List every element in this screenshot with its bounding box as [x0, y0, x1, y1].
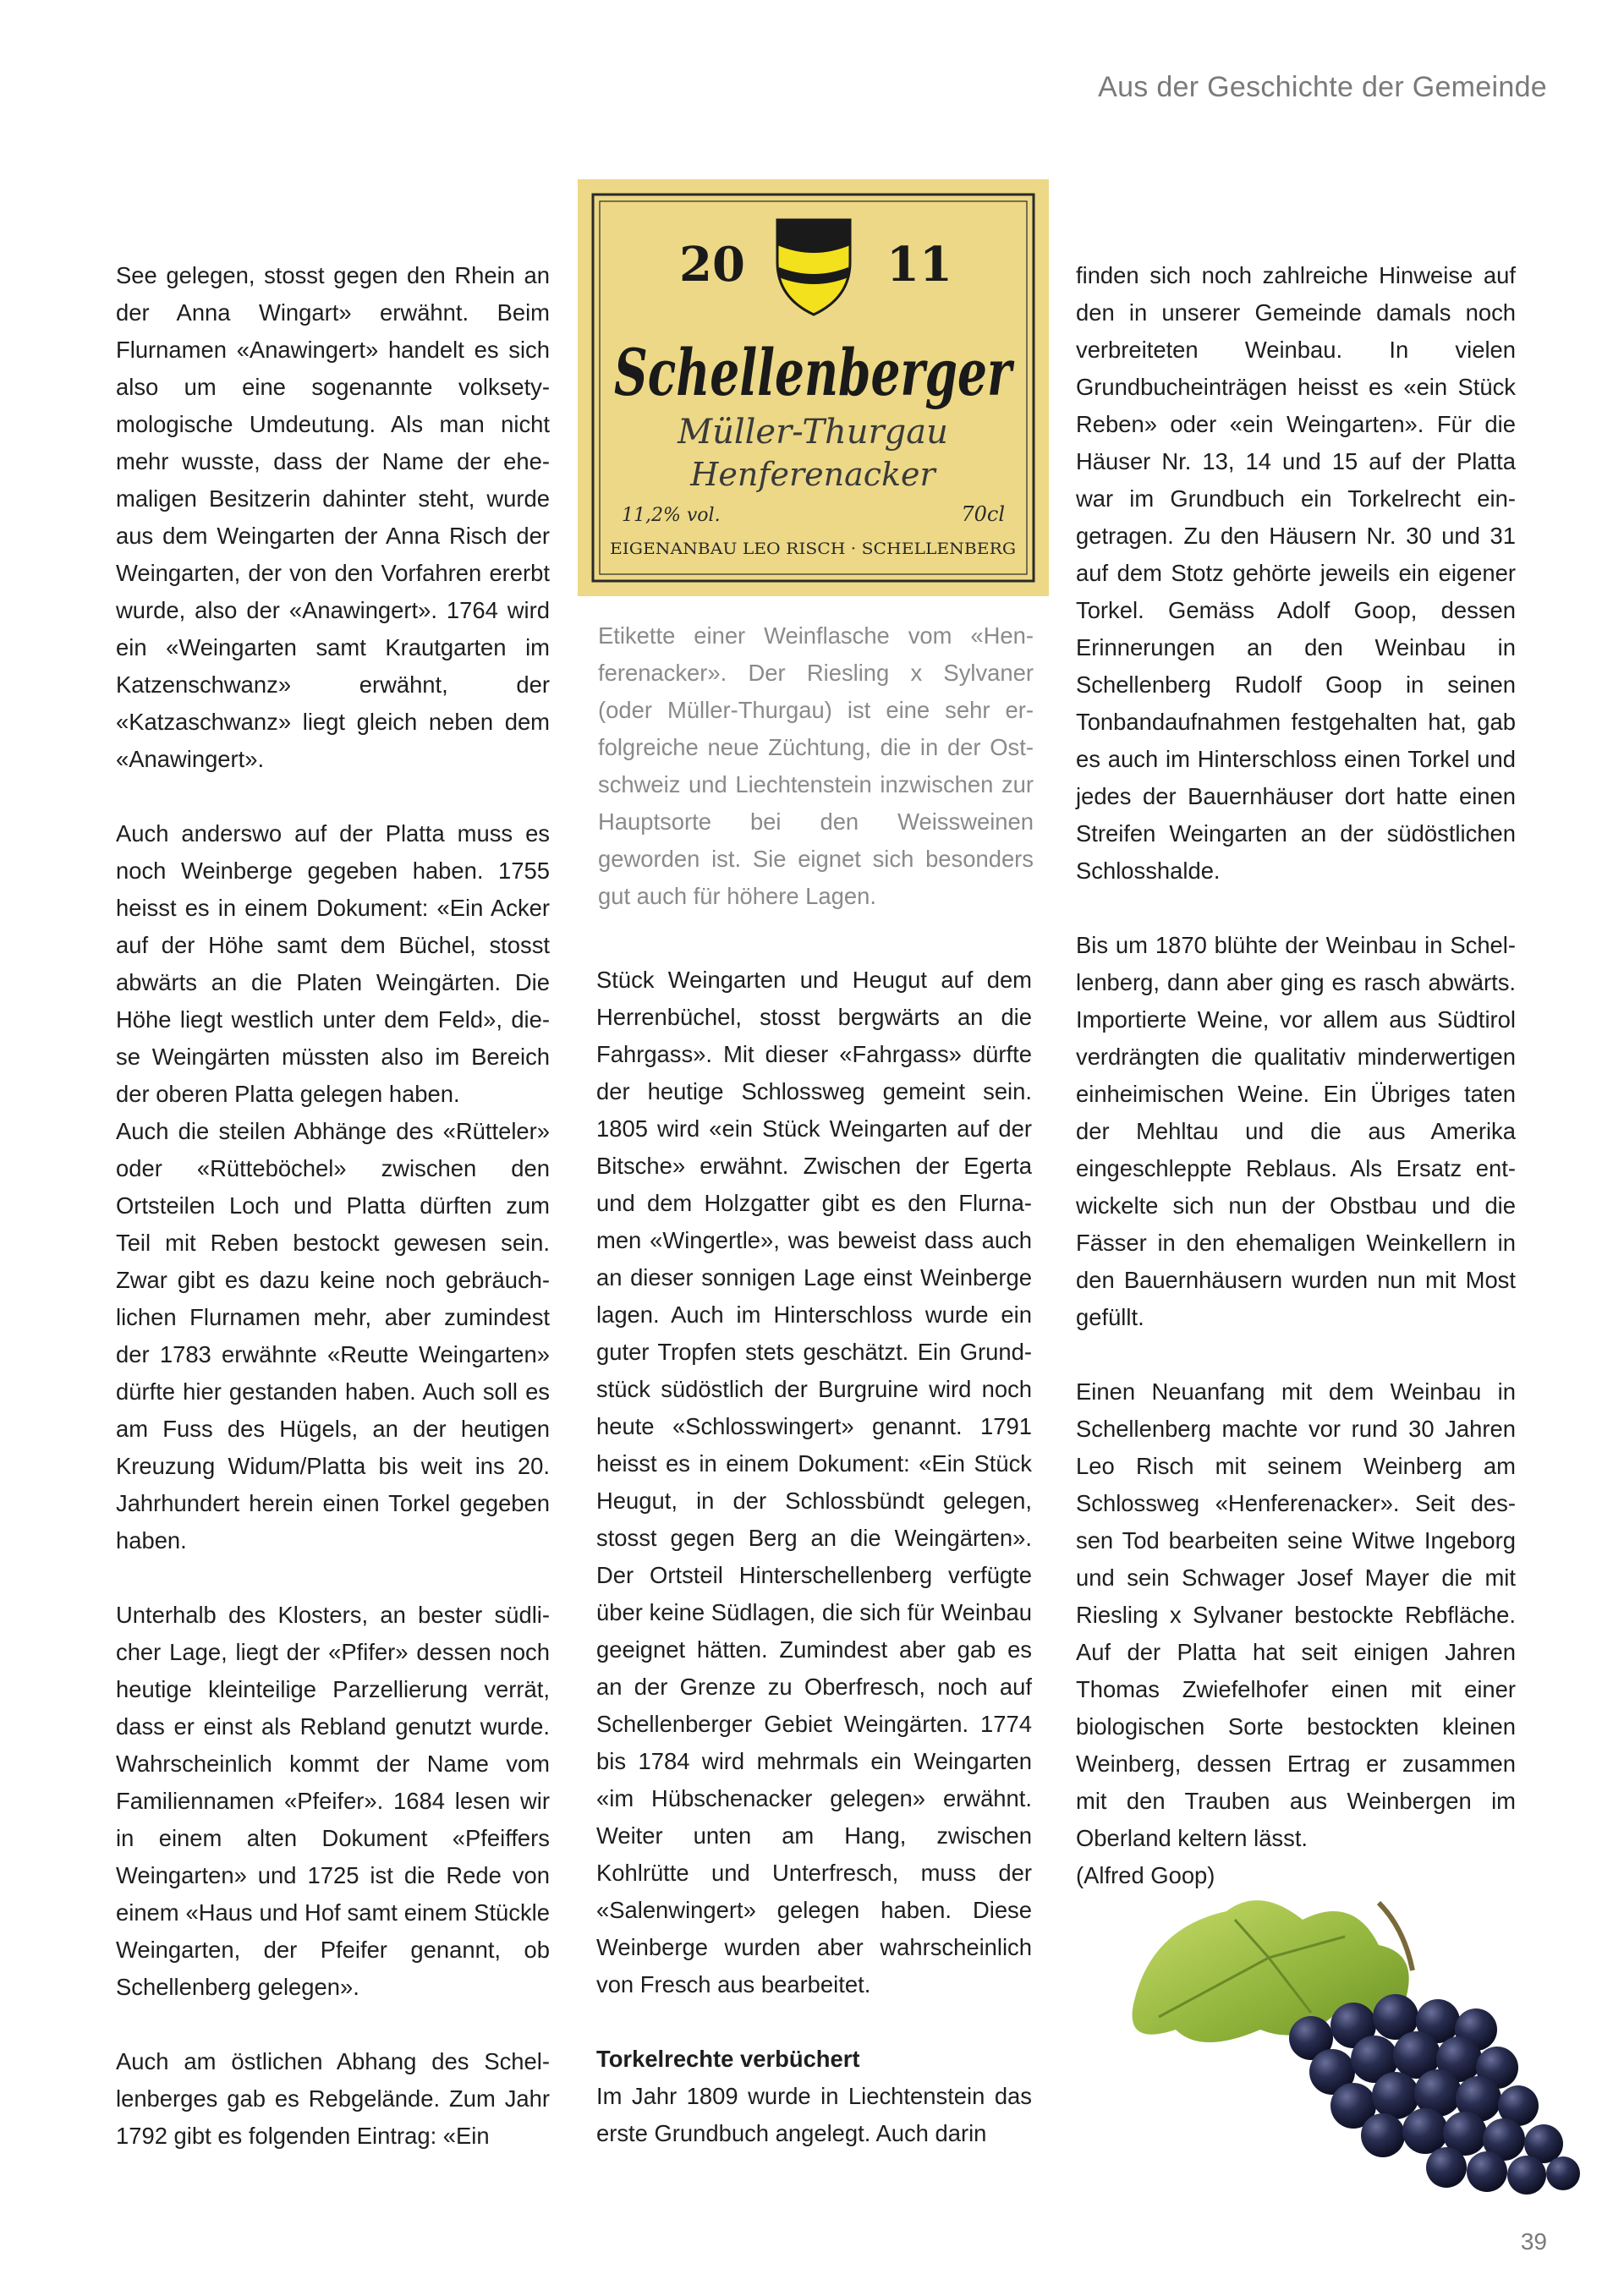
label-year-right: 11: [886, 237, 952, 293]
author-credit: (Alfred Goop): [1076, 1862, 1215, 1888]
label-year-left: 20: [679, 237, 745, 293]
paragraph: Auch am östlichen Abhang des Schellenberges gab es Rebgelände. Zum Jahr 1792 gibt es folgenden Eintrag: «Ein: [116, 2048, 550, 2149]
grapes-illustration: [1100, 1877, 1607, 2207]
running-header: Aus der Geschichte der Gemeinde: [1098, 71, 1547, 103]
paragraph: Stück Weingarten und Heugut auf dem Herrenbüchel, stosst bergwärts an die Fahrgass». Mit dieser «Fahrgass» dürfte der heutige Schlossweg gemeint sein. 1805 wird «ein Stück Weingarten auf der Bitsche» erwähnt. Zwischen der Egerta und dem Holzgatter gibt es den Flurnamen «Wingertle», was beweist dass auch an dieser sonnigen Lage einst Weinberge lagen. Auch im Hinterschloss wurde ein guter Tropfen stets geschätzt. Ein Grundstück südöstlich der Burgruine wird noch heute «Schlosswingert» genannt. 1791 heisst es in einem Dokument: «Ein Stück Heugut, in der Schlossbündt gelegen, stosst gegen Berg an die Weingärten». Der Ortsteil Hinterschellenberg verfügte über keine Südlagen, die sich für Weinbau geeignet hätten. Zumindest aber gab es an der Grenze zu Oberfresch, noch auf Schellenberger Gebiet Weingärten. 1774 bis 1784 wird mehrmals ein Weingarten «im Hübschenacker gelegen» erwähnt. Weiter unten am Hang, zwischen Kohlrütte und Unterfresch, muss der «Salenwingert» gelegen haben. Diese Weinberge wurden aber wahrscheinlich von Fresch aus bearbeitet.: [596, 967, 1032, 1997]
wine-label-image: [578, 179, 1049, 596]
paragraph: Unterhalb des Klosters, an bester südlicher Lage, liegt der «Pfifer» dessen noch heutige kleinteilige Parzellierung verrät, dass er einst als Rebland genutzt wurde. Wahrscheinlich kommt der Name vom Familiennamen «Pfeifer». 1684 lesen wir in einem alten Dokument «Pfeiffers Weingarten» und 1725 ist die Rede von einem «Haus und Hof samt einem Stückle Weingarten, der Pfeifer genannt, ob Schellenberg gelegen».: [116, 1602, 550, 2000]
wine-label-drawing: [578, 179, 1049, 596]
label-site: Henferenacker: [690, 456, 935, 493]
page-number: 39: [1520, 2228, 1547, 2255]
paragraph: Bis um 1870 blühte der Weinbau in Schellenberg, dann aber ging es rasch abwärts. Importierte Weine, vor allem aus Südtirol verdrängten die qualitativ minderwertigen einheimischen Weine. Ein Übriges taten der Mehltau und die aus Amerika eingeschleppte Reblaus. Als Ersatz entwickelte sich nun der Obstbau und die Fässer in den ehemaligen Weinkellern in den Bauernhäusern wurden nun mit Most gefüllt.: [1076, 932, 1516, 1330]
label-producer: EIGENANBAU LEO RISCH · SCHELLENBERG: [610, 540, 1016, 558]
column-2: [596, 962, 1032, 2189]
figure-caption: Etikette einer Weinflasche vom «Henferenacker». Der Riesling x Sylvaner (oder Müller-Thurgau) ist eine sehr erfolgreiche neue Züchtung, die in der Ostschweiz und Liechtenstein inzwischen zur Hauptsorte bei den Weissweinen geworden ist. Sie eignet sich besonders gut auch für höhere Lagen.: [598, 622, 1034, 909]
column-1: [116, 257, 550, 2192]
paragraph: Einen Neuanfang mit dem Weinbau in Schellenberg machte vor rund 30 Jahren Leo Risch mit seinem Weinberg am Schlossweg «Henferenacker». Seit dessen Tod bearbeiten seine Witwe Ingeborg und sein Schwager Josef Mayer die mit Riesling x Sylvaner bestockte Rebfläche. Auf der Platta hat seit einigen Jahren Thomas Zwiefelhofer einen mit einer biologischen Sorte bestockten kleinen Weinberg, dessen Ertrag er zusammen mit den Trauben aus Weinbergen im Oberland keltern lässt.: [1076, 1378, 1516, 1851]
paragraph: Auch anderswo auf der Platta muss es noch Weinberge gegeben haben. 1755 heisst es in einem Dokument: «Ein Acker auf der Höhe samt dem Büchel, stosst abwärts an die Platen Weingärten. Die Höhe liegt westlich unter dem Feld», diese Weingärten müssten also im Bereich der oberen Platta gelegen haben.: [116, 820, 550, 1107]
paragraph: See gelegen, stosst gegen den Rhein an der Anna Wingart» erwähnt. Beim Flurnamen «Anawingert» handelt es sich also um eine sogenannte volksetymologische Umdeutung. Als man nicht mehr wusste, dass der Name der ehemaligen Besitzerin dahinter steht, wurde aus dem Weingarten der Anna Risch der Weingarten, der von den Vorfahren ererbt wurde, also der «Anawingert». 1764 wird ein «Weingarten samt Krautgarten im Katzenschwanz» erwähnt, der «Katzaschwanz» liegt gleich neben dem «Anawingert».: [116, 262, 550, 772]
paragraph: Auch die steilen Abhänge des «Rütteler» oder «Rütteböchel» zwischen den Ortsteilen Loch und Platta dürften zum Teil mit Reben bestockt gewesen sein. Zwar gibt es dazu keine noch gebräuchlichen Flurnamen mehr, aber zumindest der 1783 erwähnte «Reutte Weingarten» dürfte hier gestanden haben. Auch soll es am Fuss des Hügels, an der heutigen Kreuzung Widum/Platta bis weit ins 20. Jahrhundert herein einen Torkel gegeben haben.: [116, 1118, 550, 1553]
paragraph: finden sich noch zahlreiche Hinweise auf den in unserer Gemeinde damals noch verbreiteten Weinbau. In vielen Grundbucheinträgen heisst es «ein Stück Reben» oder «ein Weingarten». Für die Häuser Nr. 13, 14 und 15 auf der Platta war im Grundbuch ein Torkelrecht eingetragen. Zu den Häusern Nr. 30 und 31 auf dem Stotz gehörte jeweils ein eigener Torkel. Gemäss Adolf Goop, dessen Erinnerungen an den Weinbau in Schellenberg Rudolf Goop in seinen Tonbandaufnahmen festgehalten hat, gab es auch im Hinterschloss einen Torkel und jedes der Bauernhäuser dort hatte einen Streifen Weingarten an der südöstlichen Schlosshalde.: [1076, 262, 1516, 884]
label-alcohol: 11,2% vol.: [622, 505, 721, 526]
grape-bunch: [1289, 1994, 1580, 2195]
label-volume: 70cl: [961, 502, 1005, 526]
label-brand: Schellenberger: [614, 335, 1015, 410]
column-3: [1076, 257, 1516, 1932]
paragraph: Im Jahr 1809 wurde in Liechtenstein das erste Grundbuch angelegt. Auch darin: [596, 2083, 1032, 2146]
label-variety: Müller-Thurgau: [678, 413, 948, 452]
section-heading: Torkelrechte verbüchert: [596, 2046, 860, 2072]
